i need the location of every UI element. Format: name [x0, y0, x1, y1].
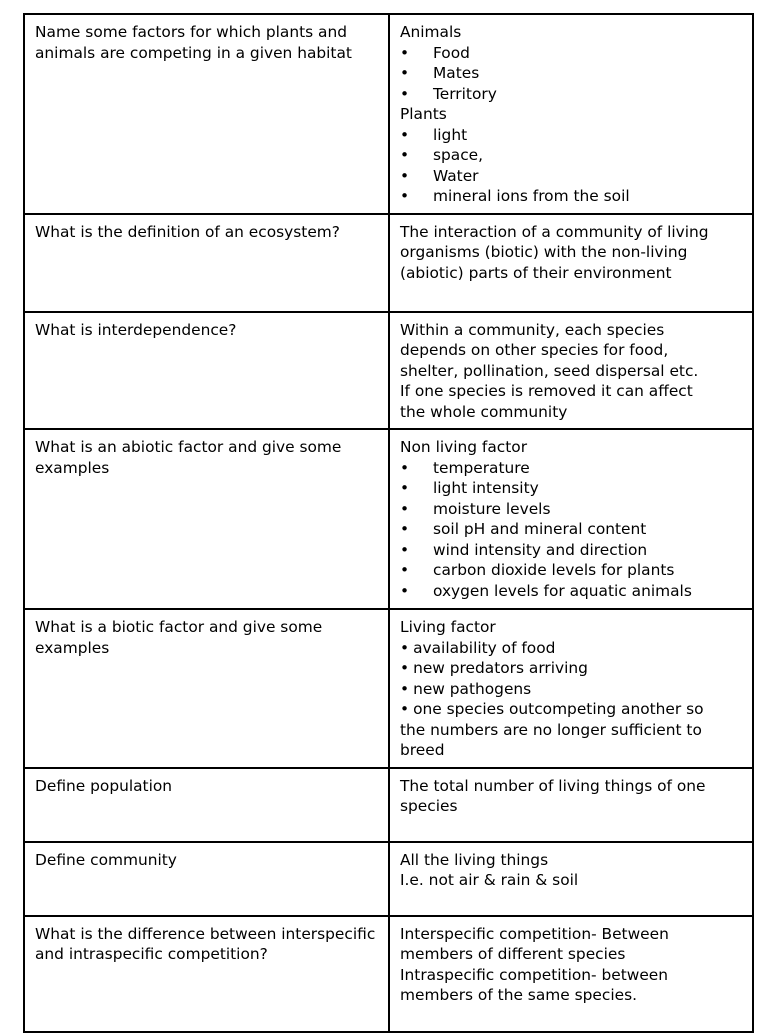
bullet-text: light: [433, 125, 468, 144]
answer-line: members of the same species.: [400, 986, 637, 1004]
bullet-item: [400, 186, 742, 207]
answer-line: depends on other species for food,: [400, 341, 669, 359]
question-cell: [24, 916, 389, 1032]
bullet-item: [400, 679, 742, 700]
answer-line: breed: [400, 741, 445, 759]
question-cell: [24, 609, 389, 768]
bullet-text: space,: [433, 146, 484, 164]
bullet-item: [400, 43, 742, 64]
answer-cell: [389, 429, 753, 609]
answer-line: I.e. not air & rain & soil: [400, 871, 579, 889]
bullet-text: Mates: [433, 64, 480, 82]
table-row: [24, 312, 753, 430]
answer-line: organisms (biotic) with the non-living: [400, 243, 688, 261]
question-text: What is an abiotic factor and give some examples: [35, 438, 342, 477]
answer-cell: [389, 609, 753, 768]
bullet-glyph: •: [400, 499, 410, 518]
table-row: [24, 609, 753, 768]
question-text: Define population: [35, 776, 173, 795]
bullet-glyph: •: [400, 659, 410, 677]
answer-cell: [389, 14, 753, 214]
answer-heading: Living factor: [400, 618, 496, 636]
answer-line: Interspecific competition- Between: [400, 924, 669, 943]
question-text: What is the difference between interspecific and intraspecific competition?: [35, 924, 376, 963]
bullet-text: one species outcompeting another so: [413, 700, 704, 718]
answer-line: The total number of living things of one: [400, 776, 706, 795]
bullet-glyph: •: [400, 146, 410, 164]
answer-line: members of different species: [400, 945, 626, 963]
bullet-text: Food: [433, 43, 470, 62]
answer-line: All the living things: [400, 850, 549, 869]
bullet-text: mineral ions from the soil: [433, 187, 630, 205]
table-row: [24, 916, 753, 1032]
bullet-glyph: •: [400, 581, 410, 600]
bullet-glyph: •: [400, 638, 410, 657]
bullet-text: oxygen levels for aquatic animals: [433, 581, 692, 600]
question-text: What is the definition of an ecosystem?: [35, 222, 340, 241]
bullet-text: new predators arriving: [413, 659, 588, 677]
table-row: [24, 14, 753, 214]
bullet-item: [400, 540, 742, 561]
table-row: [24, 842, 753, 916]
bullet-text: light intensity: [433, 479, 539, 497]
bullet-text: wind intensity and direction: [433, 540, 648, 559]
answer-cell: [389, 214, 753, 312]
answer-line: species: [400, 797, 458, 815]
table-row: [24, 768, 753, 842]
bullet-glyph: •: [400, 700, 410, 718]
bullet-text: soil pH and mineral content: [433, 520, 647, 538]
question-cell: [24, 312, 389, 430]
bullet-item: [400, 458, 742, 479]
bullet-text: new pathogens: [413, 679, 532, 698]
bullet-item: [400, 478, 742, 499]
answer-line: the numbers are no longer sufficient to: [400, 720, 702, 739]
bullet-text: Territory: [433, 84, 497, 103]
answer-heading: Non living factor: [400, 438, 528, 456]
bullet-item: [400, 581, 742, 602]
table-row: [24, 214, 753, 312]
bullet-item: [400, 638, 742, 659]
answer-cell: [389, 312, 753, 430]
answer-line: The interaction of a community of living: [400, 222, 709, 241]
bullet-text: availability of food: [413, 638, 556, 657]
bullet-text: moisture levels: [433, 499, 551, 518]
bullet-item: [400, 63, 742, 84]
bullet-glyph: •: [400, 43, 410, 62]
answer-line: Within a community, each species: [400, 320, 665, 339]
bullet-item: [400, 84, 742, 105]
question-text: Name some factors for which plants and animals are competing in a given habitat: [35, 23, 352, 62]
bullet-item: [400, 166, 742, 187]
question-cell: [24, 214, 389, 312]
question-cell: [24, 842, 389, 916]
bullet-glyph: •: [400, 479, 410, 497]
answer-cell: [389, 916, 753, 1032]
bullet-glyph: •: [400, 458, 410, 477]
bullet-item: [400, 125, 742, 146]
question-text: What is interdependence?: [35, 320, 237, 339]
answer-line: shelter, pollination, seed dispersal etc.: [400, 361, 699, 380]
table-row: [24, 429, 753, 609]
answer-cell: [389, 768, 753, 842]
bullet-glyph: •: [400, 679, 410, 698]
bullet-glyph: •: [400, 540, 410, 559]
answer-line: (abiotic) parts of their environment: [400, 263, 672, 282]
bullet-text: Water: [433, 166, 479, 185]
answer-line: Intraspecific competition- between: [400, 965, 669, 984]
bullet-glyph: •: [400, 561, 410, 579]
bullet-item: [400, 560, 742, 581]
question-text: What is a biotic factor and give some examples: [35, 618, 323, 657]
bullet-text: temperature: [433, 458, 530, 477]
answer-cell: [389, 842, 753, 916]
bullet-glyph: •: [400, 520, 410, 538]
bullet-glyph: •: [400, 187, 410, 205]
answer-heading: Animals: [400, 23, 462, 41]
question-cell: [24, 429, 389, 609]
bullet-item: [400, 519, 742, 540]
question-cell: [24, 768, 389, 842]
bullet-item: [400, 658, 742, 679]
question-text: Define community: [35, 850, 177, 869]
bullet-text: carbon dioxide levels for plants: [433, 561, 675, 579]
bullet-item: [400, 145, 742, 166]
bullet-item: [400, 499, 742, 520]
answer-heading: Plants: [400, 105, 447, 123]
bullet-item: [400, 699, 742, 720]
revision-table: [23, 13, 754, 1033]
bullet-glyph: •: [400, 64, 410, 82]
bullet-glyph: •: [400, 125, 410, 144]
question-cell: [24, 14, 389, 214]
answer-line: the whole community: [400, 402, 568, 421]
bullet-glyph: •: [400, 166, 410, 185]
answer-line: If one species is removed it can affect: [400, 382, 693, 400]
bullet-glyph: •: [400, 84, 410, 103]
